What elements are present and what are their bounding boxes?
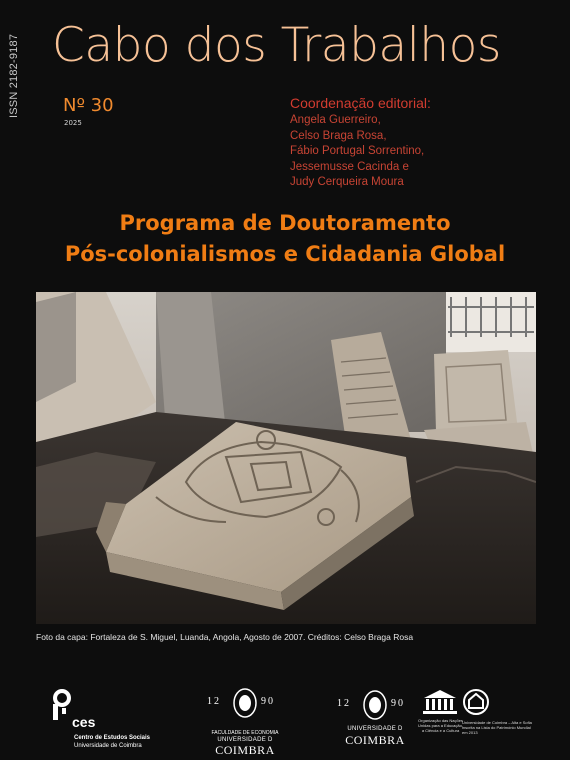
uc-seal-icon xyxy=(233,688,257,718)
uc-logo xyxy=(335,694,415,754)
uc-year-right: 90 xyxy=(261,696,275,707)
uc-year-left: 12 xyxy=(337,698,351,709)
fortress-stone-illustration xyxy=(36,292,536,624)
photo-caption: Foto da capa: Fortaleza de S. Miguel, Luanda, Angola, Agosto de 2007. Créditos: Celso Braga Rosa xyxy=(36,632,414,642)
cover-photo xyxy=(36,292,536,624)
coordinator-name: Celso Braga Rosa, xyxy=(290,129,387,142)
issue-year: 2025 xyxy=(64,119,82,127)
footer-logos xyxy=(0,680,570,760)
fe-uc-logo xyxy=(205,686,285,756)
coordinator-name: Angela Guerreiro, xyxy=(290,114,381,126)
uc-year-left: 12 xyxy=(207,696,221,707)
issue-number: Nº 30 xyxy=(63,95,114,116)
university-name: UNIVERSIDADE D xyxy=(217,737,273,743)
ces-wordmark: ces xyxy=(72,714,96,730)
unesco-temple-icon xyxy=(418,688,463,716)
university-name: UNIVERSIDADE D xyxy=(347,726,403,732)
uc-year-right: 90 xyxy=(391,698,405,709)
university-city: COIMBRA xyxy=(345,733,405,747)
uc-seal-icon xyxy=(363,690,387,720)
journal-title: Cabo dos Trabalhos xyxy=(52,18,501,73)
world-heritage-emblem-icon xyxy=(462,688,490,716)
coordinator-name: Judy Cerqueira Moura xyxy=(290,176,404,188)
faculty-name: FACULDADE DE ECONOMIA xyxy=(211,730,279,736)
editorial-coordination xyxy=(290,95,431,191)
coordinator-name: Jessemusse Cacinda e xyxy=(290,160,409,173)
coordinator-name: Fábio Portugal Sorrentino, xyxy=(290,145,425,157)
world-heritage-text: Universidade de Coimbra – Alta e Sofia inscrita na Lista do Património Mundial em 2013 xyxy=(462,720,532,735)
program-line-1: Programa de Doutoramento xyxy=(119,211,451,235)
ces-university: Universidade de Coimbra xyxy=(74,743,142,749)
issn-label: ISSN 2182-9187 xyxy=(8,33,20,118)
university-city: COIMBRA xyxy=(215,743,275,757)
unesco-text: Organização das Nações Unidas para a Educação, a Ciência e a Cultura xyxy=(418,718,463,733)
program-title xyxy=(0,208,570,270)
ces-name: Centro de Estudos Sociais xyxy=(74,735,151,741)
coordination-label: Coordenação editorial: xyxy=(290,95,431,111)
unesco-logo xyxy=(418,688,463,758)
world-heritage-logo xyxy=(462,688,532,758)
program-line-2: Pós-colonialismos e Cidadania Global xyxy=(64,242,506,266)
